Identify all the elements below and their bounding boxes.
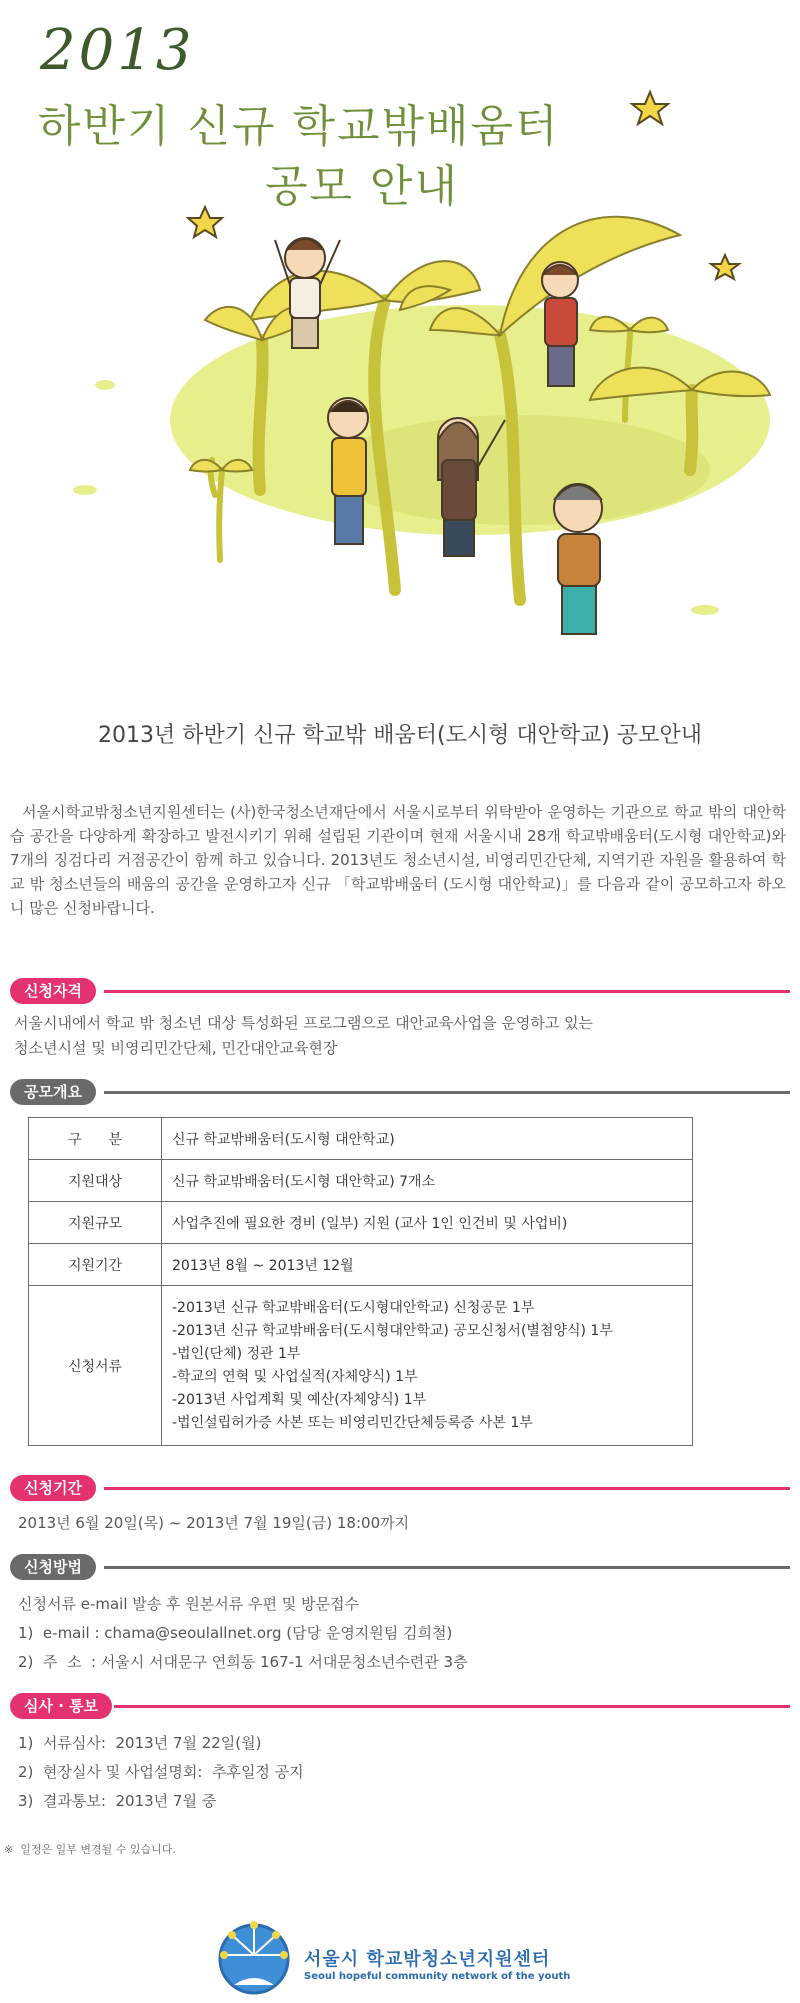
page-title: 2013년 하반기 신규 학교밖 배움터(도시형 대안학교) 공모안내 <box>98 723 702 748</box>
section-review <box>10 1693 790 1719</box>
table-row <box>29 1118 693 1160</box>
table-value-cell: 2013년 8월 ~ 2013년 12월 <box>162 1244 693 1286</box>
document-item: -학교의 연혁 및 사업실적(자체양식) 1부 <box>172 1368 418 1385</box>
logo-tagline: Seoul hopeful community network of the youth <box>304 1971 571 1982</box>
table-row <box>29 1160 693 1202</box>
hero-headline: 하반기 신규 학교밖배움터 <box>38 101 560 152</box>
document-item: -2013년 사업계획 및 예산(자체양식) 1부 <box>172 1391 427 1408</box>
table-row <box>29 1202 693 1244</box>
table-value-cell: 사업추진에 필요한 경비 (일부) 지원 (교사 1인 인건비 및 사업비) <box>162 1202 693 1244</box>
section-overview <box>10 1079 790 1105</box>
section-label-overview: 공모개요 <box>10 1079 96 1105</box>
section-label-eligibility: 신청자격 <box>10 978 96 1004</box>
method-address: 2) 주 소 : 서울시 서대문구 연희동 167-1 서대문청소년수련관 3층 <box>18 1653 468 1671</box>
table-head-cell: 지원규모 <box>29 1202 162 1244</box>
hero-year: 2013 <box>40 18 195 83</box>
overview-table <box>28 1117 693 1446</box>
review-line-3: 3) 결과통보: 2013년 7월 중 <box>18 1792 217 1810</box>
table-row <box>29 1286 693 1446</box>
section-label-period: 신청기간 <box>10 1475 96 1501</box>
method-line-1: 신청서류 e-mail 발송 후 원본서류 우편 및 방문접수 <box>18 1595 359 1613</box>
eligibility-line-2: 청소년시설 및 비영리민간단체, 민간대안교육현장 <box>14 1039 338 1057</box>
schedule-note: ※ 일정은 일부 변경될 수 있습니다. <box>4 1843 176 1856</box>
document-item: -법인(단체) 정관 1부 <box>172 1345 301 1362</box>
table-head-cell: 지원기간 <box>29 1244 162 1286</box>
section-eligibility <box>10 978 790 1004</box>
review-line-2: 2) 현장실사 및 사업설명회: 추후일정 공지 <box>18 1763 304 1781</box>
section-divider <box>114 1705 790 1708</box>
section-divider <box>104 990 790 993</box>
table-value-cell: 신규 학교밖배움터(도시형 대안학교) <box>162 1118 693 1160</box>
table-head-cell: 지원대상 <box>29 1160 162 1202</box>
documents-list <box>162 1286 693 1446</box>
section-label-review: 심사 · 통보 <box>10 1693 112 1719</box>
section-divider <box>104 1566 790 1569</box>
table-head-cell: 구 분 <box>29 1118 162 1160</box>
document-item: -2013년 신규 학교밖배움터(도시형대안학교) 공모신청서(별첨양식) 1부 <box>172 1322 613 1339</box>
table-head-cell: 신청서류 <box>29 1286 162 1446</box>
section-period <box>10 1475 790 1501</box>
section-label-method: 신청방법 <box>10 1554 96 1580</box>
method-email: 1) e-mail : chama@seoulallnet.org (담당 운영지원팀 김희철) <box>18 1624 453 1642</box>
section-divider <box>104 1091 790 1094</box>
table-row <box>29 1244 693 1286</box>
section-divider <box>104 1487 790 1490</box>
logo-emblem-icon <box>212 1915 296 1999</box>
document-item: -2013년 신규 학교밖배움터(도시형대안학교) 신청공문 1부 <box>172 1299 535 1316</box>
intro-paragraph: 서울시학교밖청소년지원센터는 (사)한국청소년재단에서 서울시로부터 위탁받아 운영하는 기관으로 학교 밖의 대안학습 공간을 다양하게 확장하고 발전시키기 위해 설립된 기관이며 현재 서울시내 28개 학교밖배움터(도시형 대안학교)와 7개의 징검다리 거점공간이 함께 하고 있습니다. 2013년도 청소년시설, 비영리민간단체, 지역기관 자원을 활용하여 학교 밖 청소년들의 배움의 공간을 운영하고자 신규 「학교밖배움터 (도시형 대안학교)」를 다음과 같이 공모하고자 하오니 많은 신청바랍니다. <box>10 803 786 917</box>
eligibility-line-1: 서울시내에서 학교 밖 청소년 대상 특성화된 프로그램으로 대안교육사업을 운영하고 있는 <box>14 1014 594 1032</box>
hero-banner <box>0 0 800 680</box>
period-text: 2013년 6월 20일(목) ~ 2013년 7월 19일(금) 18:00까지 <box>18 1514 410 1532</box>
review-line-1: 1) 서류심사: 2013년 7월 22일(월) <box>18 1734 262 1752</box>
table-value-cell: 신규 학교밖배움터(도시형 대안학교) 7개소 <box>162 1160 693 1202</box>
organization-logo <box>212 1915 572 1999</box>
hero-subheadline: 공모 안내 <box>265 161 460 212</box>
logo-name: 서울시 학교밖청소년지원센터 <box>304 1949 551 1970</box>
document-item: -법인설립허가증 사본 또는 비영리민간단체등록증 사본 1부 <box>172 1414 533 1431</box>
section-method <box>10 1554 790 1580</box>
